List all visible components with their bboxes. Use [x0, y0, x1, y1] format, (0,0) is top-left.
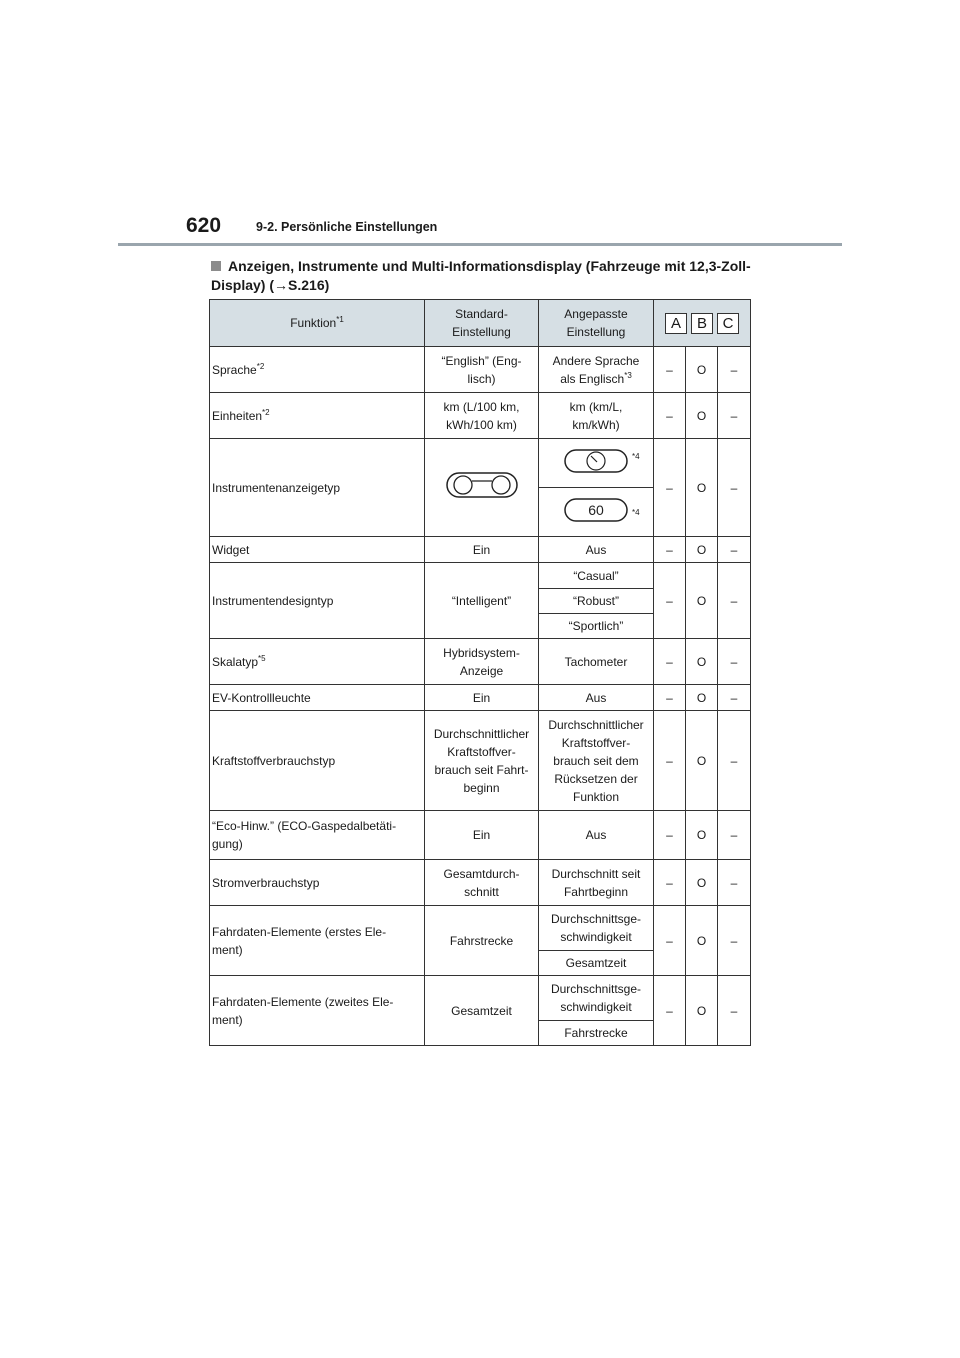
- digital-meter-icon: [564, 498, 628, 522]
- cell-text: beginn: [463, 780, 500, 795]
- table-cell: –: [654, 906, 686, 976]
- header-a: A: [665, 313, 687, 334]
- arrow-icon: →: [274, 277, 289, 293]
- digital-speed-value: 60: [588, 501, 604, 518]
- table-cell: –: [718, 811, 751, 860]
- cell-text: schwindigkeit: [560, 930, 632, 944]
- cell-text: “English” (Eng-: [441, 353, 522, 368]
- table-cell: O: [686, 439, 718, 537]
- table-cell: O: [686, 537, 718, 563]
- table-cell: Kraftstoffverbrauchstyp: [210, 711, 425, 811]
- cell-text: Andere Sprache: [552, 353, 640, 368]
- cell-text: km/kWh): [572, 417, 620, 432]
- table-cell: –: [718, 906, 751, 976]
- table-cell: O: [686, 976, 718, 1046]
- table-cell: –: [718, 393, 751, 439]
- table-cell: [425, 639, 539, 685]
- cell-text: Kraftstoffver-: [561, 735, 631, 750]
- page-number: 620: [186, 214, 222, 237]
- cell-text: *4: [632, 507, 640, 517]
- table-row: [210, 976, 751, 1021]
- table-cell: [425, 711, 539, 811]
- table-cell: Fahrstrecke: [425, 906, 539, 976]
- table-cell: [539, 711, 654, 811]
- table-cell: Fahrstrecke: [539, 1021, 654, 1046]
- table-cell: Stromverbrauchstyp: [210, 860, 425, 906]
- table-cell: –: [654, 639, 686, 685]
- cell-text: Rücksetzen der: [554, 771, 638, 786]
- subsection-heading: [211, 257, 771, 295]
- table-cell: “Casual”: [539, 563, 654, 589]
- table-cell: –: [654, 685, 686, 711]
- header-abc: [654, 300, 751, 347]
- cell-text: ment): [212, 1012, 243, 1027]
- cell-text: Kraftstoffver-: [447, 744, 516, 759]
- table-header-row: [210, 300, 751, 347]
- cell-text: kWh/100 km): [446, 417, 517, 432]
- cell-text: km (L/100 km,: [443, 399, 520, 414]
- table-cell: [539, 347, 654, 393]
- heading-text: Anzeigen, Instrumente und Multi-Informationsdisplay (Fahrzeuge mit 12,3-Zoll-Display) (: [211, 258, 751, 293]
- table-cell: O: [686, 860, 718, 906]
- table-cell: –: [718, 685, 751, 711]
- table-cell: –: [718, 860, 751, 906]
- table-row: [210, 439, 751, 488]
- table-cell: Gesamtzeit: [539, 951, 654, 976]
- cell-text: schwindigkeit: [560, 1000, 632, 1014]
- table-cell: [210, 906, 425, 976]
- cell-text: brauch seit dem: [553, 753, 639, 768]
- table-cell: –: [654, 811, 686, 860]
- cell-text: Angepasste: [564, 307, 628, 321]
- table-cell: [210, 639, 425, 685]
- settings-table: [209, 299, 751, 1046]
- table-cell: [210, 347, 425, 393]
- cell-text: *3: [624, 370, 632, 380]
- cell-text: Fahrdaten-Elemente (erstes Ele-: [212, 924, 387, 939]
- table-cell: [539, 976, 654, 1021]
- table-cell: –: [718, 976, 751, 1046]
- table-row: [210, 537, 751, 563]
- table-cell: –: [718, 639, 751, 685]
- table-cell: [210, 393, 425, 439]
- table-cell: –: [654, 563, 686, 639]
- table-cell: O: [686, 811, 718, 860]
- table-cell: [425, 439, 539, 537]
- cell-text: gung): [212, 837, 243, 851]
- table-cell: [425, 393, 539, 439]
- cell-text: lisch): [467, 371, 496, 386]
- cell-text: *2: [262, 407, 270, 417]
- table-cell: [210, 976, 425, 1046]
- page-reference-link[interactable]: S.216): [288, 277, 330, 293]
- cell-text: Standard-: [455, 307, 508, 321]
- table-cell: Tachometer: [539, 639, 654, 685]
- cell-text: Durchschnittlicher: [548, 717, 644, 732]
- table-cell: –: [718, 439, 751, 537]
- section-title: 9-2. Persönliche Einstellungen: [256, 220, 438, 234]
- cell-text: ment): [212, 942, 243, 957]
- table-row: [210, 811, 751, 860]
- table-cell: [539, 488, 654, 537]
- table-row: [210, 639, 751, 685]
- table-cell: Instrumentendesigntyp: [210, 563, 425, 639]
- table-cell: O: [686, 906, 718, 976]
- header-b: B: [691, 313, 713, 334]
- table-cell: Instrumentenanzeigetyp: [210, 439, 425, 537]
- table-cell: [539, 393, 654, 439]
- header-c: C: [717, 313, 739, 334]
- table-cell: –: [654, 439, 686, 537]
- cell-text: Hybridsystem-: [443, 645, 520, 660]
- cell-text: Durchschnittlicher: [433, 726, 530, 741]
- header-function: [210, 300, 425, 347]
- cell-text: Skalatyp: [212, 654, 259, 669]
- table-cell: [425, 347, 539, 393]
- cell-text: Fahrdaten-Elemente (zweites Ele-: [212, 994, 394, 1009]
- table-row: [210, 860, 751, 906]
- table-cell: Aus: [539, 811, 654, 860]
- cell-text: *5: [258, 653, 266, 663]
- cell-text: brauch seit Fahrt-: [434, 762, 529, 777]
- table-cell: [539, 860, 654, 906]
- cell-text: Durchschnittsge-: [550, 982, 642, 996]
- cell-text: Einstellung: [452, 325, 511, 339]
- table-cell: O: [686, 639, 718, 685]
- table-row: [210, 711, 751, 811]
- cell-text: schnitt: [464, 884, 499, 899]
- table-cell: –: [718, 347, 751, 393]
- table-cell: “Intelligent”: [425, 563, 539, 639]
- table-cell: –: [718, 563, 751, 639]
- table-cell: [425, 860, 539, 906]
- table-cell: –: [654, 537, 686, 563]
- table-row: [210, 906, 751, 951]
- table-cell: O: [686, 393, 718, 439]
- table-cell: –: [718, 711, 751, 811]
- table-cell: [539, 906, 654, 951]
- cell-text: Funktion: [572, 789, 620, 804]
- table-cell: [539, 439, 654, 488]
- table-row: [210, 393, 751, 439]
- dual-gauge-meter-icon: [446, 472, 518, 498]
- table-cell: “Sportlich”: [539, 614, 654, 639]
- table-row: [210, 685, 751, 711]
- table-cell: O: [686, 685, 718, 711]
- table-cell: Ein: [425, 537, 539, 563]
- table-cell: –: [654, 860, 686, 906]
- table-row: [210, 563, 751, 589]
- table-cell: –: [718, 537, 751, 563]
- header-divider: [118, 243, 842, 246]
- analog-meter-icon: [564, 449, 628, 473]
- table-cell: –: [654, 976, 686, 1046]
- cell-text: “Eco-Hinw.” (ECO-Gaspedalbetäti-: [212, 819, 397, 833]
- header-standard: [425, 300, 539, 347]
- cell-text: Sprache: [212, 362, 257, 377]
- cell-text: Gesamtdurch-: [443, 866, 520, 881]
- cell-text: Fahrtbeginn: [563, 884, 629, 899]
- header-custom: [539, 300, 654, 347]
- cell-text: als Englisch: [560, 371, 625, 386]
- cell-text: Durchschnittsge-: [550, 912, 642, 926]
- table-cell: –: [654, 393, 686, 439]
- table-row: [210, 347, 751, 393]
- table-cell: Ein: [425, 685, 539, 711]
- table-cell: “Robust”: [539, 589, 654, 614]
- cell-text: Einheiten: [212, 408, 263, 423]
- table-cell: EV-Kontrollleuchte: [210, 685, 425, 711]
- table-cell: –: [654, 711, 686, 811]
- table-cell: Ein: [425, 811, 539, 860]
- cell-text: *4: [632, 451, 640, 461]
- table-cell: O: [686, 347, 718, 393]
- table-cell: –: [654, 347, 686, 393]
- table-cell: [210, 811, 425, 860]
- cell-text: Anzeige: [459, 663, 504, 678]
- cell-text: *1: [336, 315, 344, 324]
- square-bullet-icon: [211, 261, 221, 271]
- table-cell: O: [686, 711, 718, 811]
- table-cell: O: [686, 563, 718, 639]
- cell-text: Einstellung: [566, 325, 626, 339]
- cell-text: Durchschnitt seit: [551, 866, 641, 881]
- table-cell: Aus: [539, 685, 654, 711]
- cell-text: km (km/L,: [569, 399, 623, 414]
- table-cell: Gesamtzeit: [425, 976, 539, 1046]
- cell-text: Funktion: [290, 316, 337, 330]
- cell-text: *2: [256, 361, 265, 371]
- table-cell: Aus: [539, 537, 654, 563]
- table-cell: Widget: [210, 537, 425, 563]
